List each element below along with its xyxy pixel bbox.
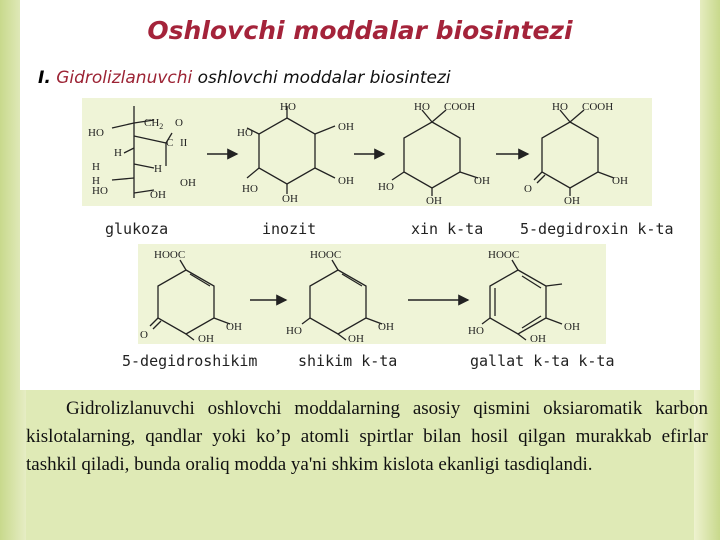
dehydroquinic-acid-structure bbox=[534, 110, 614, 196]
label-shikim-kta: shikim k-ta bbox=[298, 352, 398, 370]
body-paragraph: Gidrolizlanuvchi oshlovchi moddalarning asosiy qismini oksiaromatik karbon kislotalarning, qandlar yoki ko’p atomli spirtlar bilan hosil qilgan murakkab efirlar tashkil qiladi, bunda oraliq modda ya'ni shkim kislota ekanligi tasdiqlandi. bbox=[26, 398, 708, 475]
formula-oh7: OH bbox=[426, 195, 442, 206]
subtitle-rest: oshlovchi moddalar biosintezi bbox=[192, 68, 451, 88]
formula-ho: HO bbox=[88, 127, 104, 139]
label-xin-kta: xin k-ta bbox=[411, 220, 484, 238]
slide-title: Oshlovchi moddalar biosintezi bbox=[147, 16, 573, 45]
formula-ho8: HO bbox=[552, 101, 568, 113]
subtitle-highlight: Gidrolizlanuvchi bbox=[56, 68, 193, 88]
formula-ho10: HO bbox=[468, 325, 484, 337]
shikimic-structure bbox=[302, 260, 382, 340]
formula-oh15: OH bbox=[530, 333, 546, 344]
label-inozit: inozit bbox=[262, 220, 317, 238]
formula-ho4: HO bbox=[237, 127, 253, 139]
formula-oh8: OH bbox=[612, 175, 628, 187]
formula-oh12: OH bbox=[378, 321, 394, 333]
gallic-acid-structure bbox=[482, 260, 562, 340]
formula-ho9: HO bbox=[286, 325, 302, 337]
scheme-panel-row2 bbox=[138, 244, 606, 344]
quinic-acid-structure bbox=[392, 110, 478, 196]
formula-h3: H bbox=[92, 161, 100, 173]
formula-ho6: HO bbox=[414, 101, 430, 113]
label-degidroshikim: 5-degidroshikim bbox=[122, 352, 258, 370]
formula-ho7: HO bbox=[378, 181, 394, 193]
formula-hooc2: HOOC bbox=[310, 249, 342, 261]
formula-oh14: OH bbox=[564, 321, 580, 333]
formula-cooh2: COOH bbox=[582, 101, 614, 113]
formula-oh4: OH bbox=[338, 175, 354, 187]
formula-oh10: OH bbox=[226, 321, 242, 333]
formula-oh11: OH bbox=[198, 333, 214, 344]
scheme-panel-row1 bbox=[82, 98, 652, 206]
formula-ii: II bbox=[180, 137, 188, 149]
inositol-structure bbox=[247, 106, 335, 194]
formula-o: O bbox=[175, 117, 183, 129]
formula-ho2: HO bbox=[92, 185, 108, 197]
formula-oh6: OH bbox=[474, 175, 490, 187]
formula-oh1: OH bbox=[180, 177, 196, 189]
formula-ho3: HO bbox=[280, 101, 296, 113]
label-degidroxin-kta: 5-degidroxin k-ta bbox=[520, 220, 674, 238]
formula-h2: H bbox=[154, 163, 162, 175]
formula-h4: H bbox=[92, 175, 100, 187]
formula-o2: O bbox=[524, 183, 532, 195]
formula-oh3: OH bbox=[338, 121, 354, 133]
formula-ho5: HO bbox=[242, 183, 258, 195]
formula-h1: H bbox=[114, 147, 122, 159]
formula-oh13: OH bbox=[348, 333, 364, 344]
scheme-row2-svg bbox=[138, 244, 606, 344]
formula-oh9: OH bbox=[564, 195, 580, 206]
label-gallat-kta: gallat k-ta k-ta bbox=[470, 352, 615, 370]
formula-oh5: OH bbox=[282, 193, 298, 205]
formula-o3: O bbox=[140, 329, 148, 341]
formula-oh2: OH bbox=[150, 189, 166, 201]
formula-ch2: $CH_2$ bbox=[144, 117, 164, 131]
formula-hooc3: HOOC bbox=[488, 249, 520, 261]
label-glukoza: glukoza bbox=[105, 220, 169, 238]
dehydroshikimic-structure bbox=[150, 260, 230, 340]
section-number: I. bbox=[38, 68, 51, 88]
formula-cooh1: COOH bbox=[444, 101, 476, 113]
scheme-row1-svg bbox=[82, 98, 652, 206]
formula-hooc1: HOOC bbox=[154, 249, 186, 261]
formula-c: C bbox=[166, 137, 174, 149]
section-subtitle bbox=[38, 68, 451, 88]
